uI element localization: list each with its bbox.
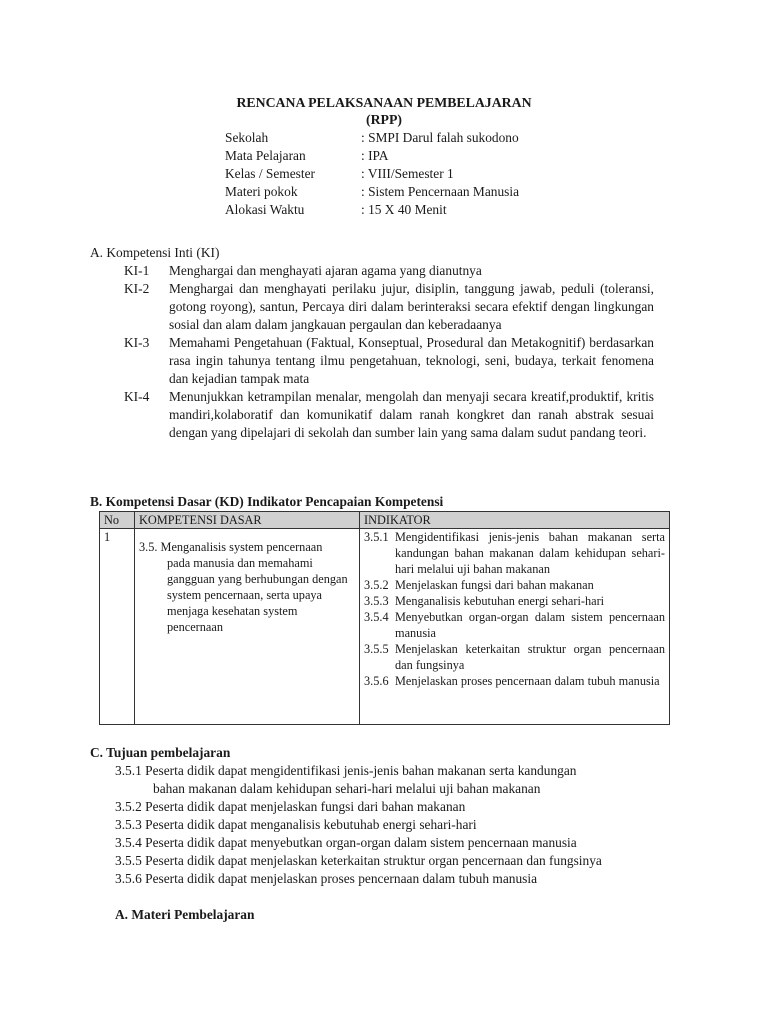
list-item-continued: bahan makanan dalam kehidupan sehari-hari melalui uji bahan makanan — [153, 781, 541, 796]
identity-row-time — [225, 201, 519, 219]
identity-row-topic — [225, 183, 519, 201]
indicator-text: Menjelaskan fungsi dari bahan makanan — [395, 578, 594, 592]
kd-rest: pada manusia dan memahami gangguan yang berhubungan dengan system pencernaan, serta upaya menjaga kesehatan system pencernaan — [167, 556, 348, 634]
indicator-item — [364, 609, 665, 641]
ki-code: KI-3 — [124, 335, 150, 350]
indicator-item — [364, 593, 665, 609]
identity-label: Kelas / Semester — [225, 166, 315, 181]
section-b-heading: B. Kompetensi Dasar (KD) Indikator Pencapaian Kompetensi — [90, 494, 444, 509]
identity-row-subject — [225, 147, 519, 165]
list-item — [124, 334, 654, 388]
table-row — [100, 529, 670, 725]
identity-label: Materi pokok — [225, 184, 298, 199]
indicator-code: 3.5.3 — [364, 594, 389, 608]
indicator-cell — [360, 529, 670, 725]
identity-label: Alokasi Waktu — [225, 202, 305, 217]
indicator-code: 3.5.2 — [364, 578, 389, 592]
indicator-item — [364, 673, 665, 689]
ki-text: Menunjukkan ketrampilan menalar, mengolah dan menyaji secara kreatif,produktif, kritis mandiri,kolaboratif dan komunikatif dalam ranah kongkret dan ranah abstrak sesuai dengan yang dipelajari di sekolah dan sumber lain yang sama dalam sudut pandang teori. — [169, 389, 654, 440]
identity-value: : Sistem Pencernaan Manusia — [361, 184, 520, 199]
list-item: 3.5.6 Peserta didik dapat menjelaskan proses pencernaan dalam tubuh manusia — [115, 871, 538, 886]
indicator-code: 3.5.4 — [364, 610, 389, 624]
kd-cell — [135, 529, 360, 725]
identity-label: Mata Pelajaran — [225, 148, 306, 163]
indicator-item — [364, 641, 665, 673]
identity-value: : SMPI Darul falah sukodono — [361, 130, 519, 145]
identity-row-school — [225, 129, 519, 147]
indicator-text: Menjelaskan proses pencernaan dalam tubuh manusia — [395, 674, 660, 688]
ki-text: Menghargai dan menghayati ajaran agama yang dianutnya — [169, 263, 482, 278]
list-item: 3.5.3 Peserta didik dapat menganalisis kebutuhab energi sehari-hari — [115, 817, 477, 832]
kd-text — [139, 529, 355, 635]
section-materials-heading: A. Materi Pembelajaran — [115, 907, 255, 922]
list-item — [124, 388, 654, 442]
ki-text: Memahami Pengetahuan (Faktual, Konseptual, Prosedural dan Metakognitif) berdasarkan rasa ingin tahunya tentang ilmu pengetahuan, teknologi, seni, budaya, terkait fenomena dan kejadian tampak mata — [169, 335, 654, 386]
table-header-row — [100, 512, 670, 529]
indicator-code: 3.5.5 — [364, 642, 389, 656]
document-title: RENCANA PELAKSANAAN PEMBELAJARAN — [236, 95, 532, 110]
indicator-text: Menyebutkan organ-organ dalam sistem pencernaan manusia — [395, 610, 665, 640]
identity-row-class — [225, 165, 519, 183]
column-header-no: No — [100, 512, 135, 529]
identity-value: : IPA — [361, 148, 389, 163]
row-number: 1 — [100, 529, 135, 725]
ki-code: KI-4 — [124, 389, 150, 404]
list-item: 3.5.4 Peserta didik dapat menyebutkan organ-organ dalam sistem pencernaan manusia — [115, 835, 577, 850]
core-competency-list — [124, 262, 654, 442]
list-item — [124, 262, 654, 280]
identity-value: : VIII/Semester 1 — [361, 166, 454, 181]
indicator-text: Mengidentifikasi jenis-jenis bahan makanan serta kandungan bahan makanan dalam kehidupan sehari-hari melalui uji bahan makanan — [395, 530, 665, 576]
list-item — [124, 280, 654, 334]
indicator-code: 3.5.6 — [364, 674, 389, 688]
ki-code: KI-1 — [124, 263, 150, 278]
column-header-indicator: INDIKATOR — [360, 512, 670, 529]
kd-first-line: 3.5. Menganalisis system pencernaan — [139, 540, 323, 554]
competency-table — [99, 511, 670, 725]
identity-label: Sekolah — [225, 130, 269, 145]
indicator-item — [364, 577, 665, 593]
document-subtitle: (RPP) — [365, 112, 402, 127]
identity-table — [225, 129, 519, 219]
list-item: 3.5.2 Peserta didik dapat menjelaskan fungsi dari bahan makanan — [115, 799, 466, 814]
indicator-text: Menjelaskan keterkaitan struktur organ pencernaan dan fungsinya — [395, 642, 665, 672]
ki-code: KI-2 — [124, 281, 150, 296]
indicator-item — [364, 529, 665, 577]
learning-goals-list — [115, 762, 680, 888]
identity-value: : 15 X 40 Menit — [361, 202, 447, 217]
section-a-heading: A. Kompetensi Inti (KI) — [90, 245, 220, 260]
column-header-kd: KOMPETENSI DASAR — [135, 512, 360, 529]
list-item: 3.5.1 Peserta didik dapat mengidentifikasi jenis-jenis bahan makanan serta kandungan — [115, 763, 577, 778]
indicator-code: 3.5.1 — [364, 530, 389, 544]
indicator-text: Menganalisis kebutuhan energi sehari-hari — [395, 594, 605, 608]
list-item: 3.5.5 Peserta didik dapat menjelaskan keterkaitan struktur organ pencernaan dan fungsinya — [115, 853, 602, 868]
ki-text: Menghargai dan menghayati perilaku jujur, disiplin, tanggung jawab, peduli (toleransi, gotong royong), santun, Percaya diri dalam berinteraksi secara efektif dengan lingkungan sosial dan alam dalam jangkauan pergaulan dan keberadaanya — [169, 281, 654, 332]
section-c-heading: C. Tujuan pembelajaran — [90, 745, 231, 760]
